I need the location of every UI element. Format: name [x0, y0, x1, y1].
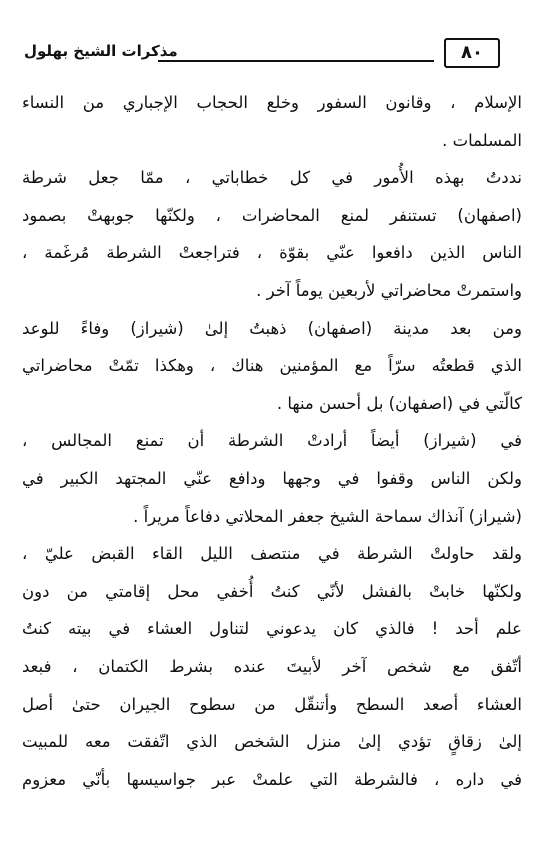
page-header [22, 38, 522, 74]
text-line: (اصفهان) تستنفر لمنع المحاضرات ، ولكنّها جوبهتْ بصمود [22, 205, 522, 225]
text-line: العشاء أصعد السطح وأتنقّل من سطوح الجيران حتىٰ أصل [22, 694, 522, 714]
text-line: (شيراز) آنذاك سماحة الشيخ جعفر المحلاتي دفاعاً مريراً . [133, 506, 522, 526]
text-line: الإسلام ، وقانون السفور وخلع الحجاب الإجباري من النساء [22, 93, 522, 112]
text-line: ولكن الناس وقفوا في وجهها ودافع عنّي المجتهد الكبير في [22, 468, 522, 488]
text-line: أتّفق مع شخص آخر لأبيتَ عنده بشرط الكتمان ، فبعد [22, 656, 522, 676]
text-line: في (شيراز) أيضاً أرادتْ الشرطة أن تمنع المجالس ، [22, 431, 522, 451]
running-title: مذكرات الشيخ بهلول [24, 42, 178, 60]
page-number: ٨٠ [444, 38, 500, 68]
text-line: نددتُ بهذه الأُمور في كل خطاباتي ، ممّا جعل شرطة [22, 168, 522, 188]
text-line: ولقد حاولتْ الشرطة في منتصف الليل القاء القبض عليّ ، [22, 544, 522, 564]
text-line: إلىٰ زقاقٍ تؤدي إلىٰ منزل الشخص الذي اتّفقت معه للمبيت [22, 732, 522, 752]
header-rule [158, 60, 434, 62]
text-line: الناس الذين دافعوا عنّي بقوّة ، فتراجعتْ الشرطة مُرغَمة ، [22, 243, 522, 263]
text-line: ولكنّها خابتْ بالفشل لأنّي كنتُ أُخفي محل إقامتي من دون [22, 581, 522, 601]
body-text [22, 84, 522, 798]
text-line: كالّتي في (اصفهان) بل أحسن منها . [276, 393, 522, 413]
text-line: في داره ، فالشرطة التي علمتْ عبر جواسيسها بأنّي معزوم [22, 769, 522, 789]
text-line: ومن بعد مدينة (اصفهان) ذهبتُ إلىٰ (شيراز) وفاءً للوعد [22, 318, 522, 338]
text-line: الذي قطعتُه سرّاً مع المؤمنين هناك ، وهكذا تمّتْ محاضراتي [22, 356, 522, 376]
text-line: واستمرتْ محاضراتي لأربعين يوماً آخر . [256, 280, 522, 300]
text-line: المسلمات . [442, 130, 522, 150]
text-line: علم أحد ! فالذي كان يدعوني لتناول العشاء في بيته كنتُ [22, 619, 522, 639]
